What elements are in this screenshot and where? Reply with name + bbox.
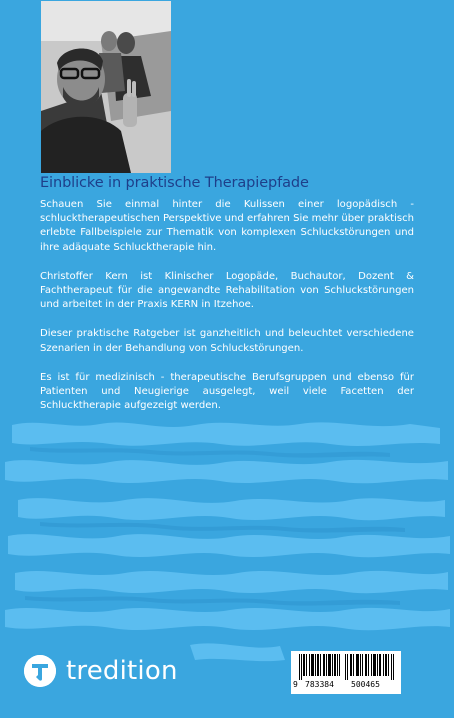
tredition-logo-icon bbox=[24, 655, 56, 687]
barcode-digits bbox=[291, 680, 401, 692]
barcode-bars bbox=[299, 654, 394, 680]
author-photo bbox=[41, 1, 171, 173]
publisher-logo bbox=[24, 655, 178, 687]
book-title: Einblicke in praktische Therapiepfade bbox=[40, 175, 309, 191]
barcode-group-1: 783384 bbox=[305, 680, 334, 689]
paragraph-author: Christoffer Kern ist Klinischer Logopäde, Buchautor, Dozent & Fachtherapeut für die angewandte Rehabilitation von Schluckstörungen und arbeitet in der Praxis KERN in Itzehoe. bbox=[40, 270, 414, 311]
publisher-name: tredition bbox=[66, 656, 178, 686]
paragraph-intro: Schauen Sie einmal hinter die Kulissen einer logopädisch - schlucktherapeutischen Perspektive und erfahren Sie mehr über praktisch erlebte Fallbeispiele zur Thematik von komplexen Schluckstörungen und ihre adäquate Schlucktherapie hin. bbox=[40, 199, 414, 253]
barcode-group-2: 500465 bbox=[351, 680, 380, 689]
back-cover-text bbox=[40, 198, 414, 428]
barcode-first-digit: 9 bbox=[293, 680, 298, 689]
isbn-barcode bbox=[291, 651, 401, 694]
paragraph-guide: Dieser praktische Ratgeber ist ganzheitlich und beleuchtet verschiedene Szenarien in der Behandlung von Schluckstörungen. bbox=[40, 328, 414, 354]
paragraph-audience: Es ist für medizinisch - therapeutische Berufsgruppen und ebenso für Patienten und Neugierige ausgelegt, weil viele Facetten der Schlucktherapie aufgezeigt werden. bbox=[40, 371, 414, 412]
